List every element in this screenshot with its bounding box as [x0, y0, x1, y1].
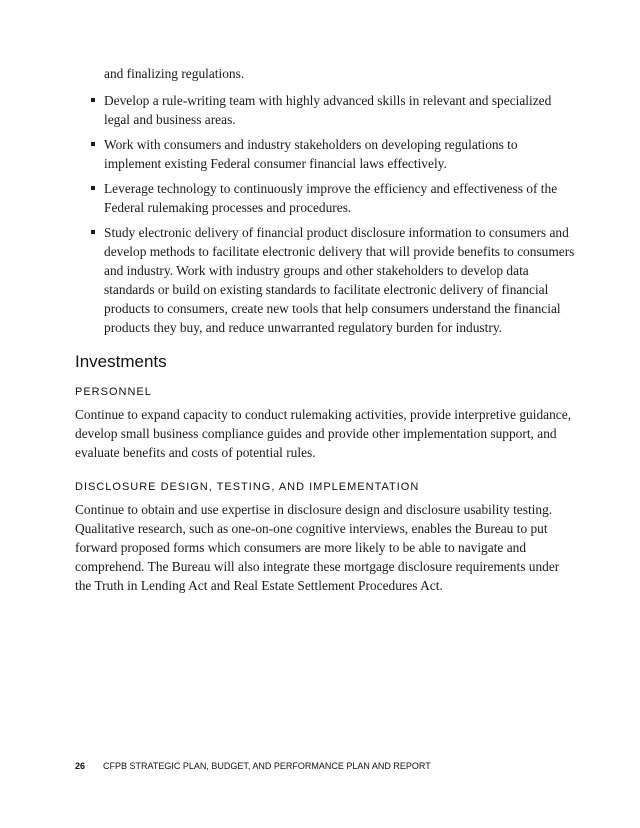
square-bullet-icon — [91, 142, 95, 146]
page-footer — [75, 761, 431, 771]
personnel-heading: PERSONNEL — [75, 386, 152, 398]
bullet-item — [75, 223, 575, 337]
page-number: 26 — [75, 761, 86, 771]
bullet-text: Develop a rule-writing team with highly advanced skills in relevant and specialized legal and business areas. — [104, 93, 552, 127]
investments-heading: Investments — [75, 352, 167, 371]
bullet-text: Leverage technology to continuously improve the efficiency and effectiveness of the Federal rulemaking processes and procedures. — [104, 181, 558, 215]
square-bullet-icon — [91, 186, 95, 190]
footer-title: CFPB STRATEGIC PLAN, BUDGET, AND PERFORMANCE PLAN AND REPORT — [103, 761, 431, 771]
continued-bullet-text: and finalizing regulations. — [104, 66, 245, 81]
disclosure-heading: DISCLOSURE DESIGN, TESTING, AND IMPLEMENTATION — [75, 481, 420, 493]
page-content — [75, 64, 575, 595]
bullet-text: Work with consumers and industry stakeholders on developing regulations to implement existing Federal consumer financial laws effectively. — [104, 137, 518, 171]
bullet-item — [75, 179, 575, 217]
personnel-paragraph: Continue to expand capacity to conduct rulemaking activities, provide interpretive guidance, develop small business compliance guides and provide other implementation support, and evaluate benefits and costs of potential rules. — [75, 407, 572, 460]
bullet-item — [75, 135, 575, 173]
disclosure-paragraph: Continue to obtain and use expertise in disclosure design and disclosure usability testing. Qualitative research, such as one-on-one cognitive interviews, enables the Bureau to put forward proposed forms which consumers are more likely to be able to navigate and comprehend. The Bureau will also integrate these mortgage disclosure requirements under the Truth in Lending Act and Real Estate Settlement Procedures Act. — [75, 502, 560, 593]
square-bullet-icon — [91, 230, 95, 234]
square-bullet-icon — [91, 98, 95, 102]
bullet-text: Study electronic delivery of financial product disclosure information to consumers and develop methods to facilitate electronic delivery that will provide benefits to consumers and industry. Work with industry groups and other stakeholders to develop data standards or build on existing standards to facilitate electronic delivery of financial products to consumers, create new tools that help consumers understand the financial products they buy, and reduce unwarranted regulatory burden for industry. — [104, 225, 575, 335]
bullet-item — [75, 91, 575, 129]
bullet-list — [75, 91, 575, 337]
